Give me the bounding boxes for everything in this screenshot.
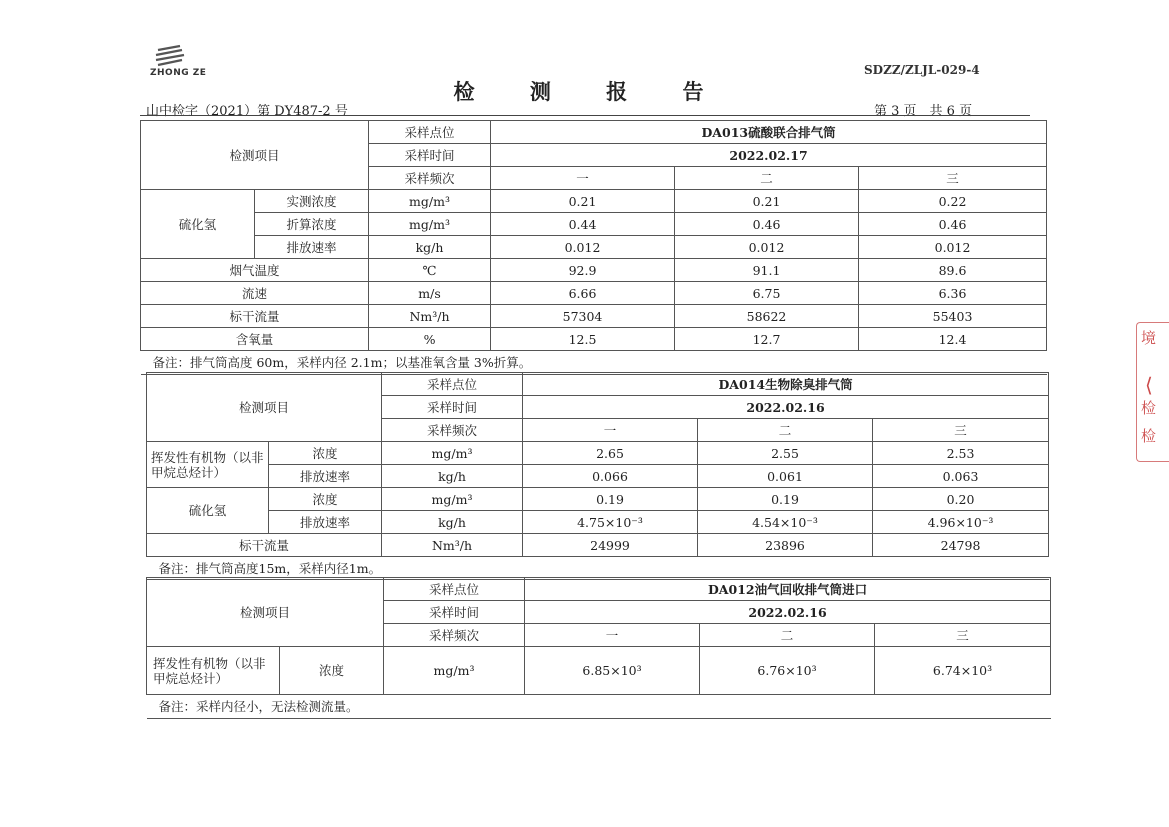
table-row — [147, 488, 1049, 511]
item-label: 检测项目 — [141, 121, 369, 190]
item-label: 检测项目 — [147, 373, 382, 442]
table-row — [141, 236, 1047, 259]
table-row — [141, 190, 1047, 213]
table-da014 — [146, 372, 1049, 580]
table-row — [147, 534, 1049, 557]
unit-cell: mg/m³ — [382, 442, 523, 465]
item-label: 检测项目 — [147, 578, 384, 647]
table-row — [141, 305, 1047, 328]
frequency-2: 二 — [675, 167, 859, 190]
row-label: 标干流量 — [147, 534, 382, 557]
table-row — [141, 328, 1047, 351]
value-cell: 4.54×10⁻³ — [698, 511, 873, 534]
value-cell: 6.74×10³ — [875, 647, 1051, 695]
stamp-char: 境 — [1141, 329, 1157, 347]
location-label: 采样点位 — [382, 373, 523, 396]
voc-label: 挥发性有机物（以非甲烷总烃计） — [147, 647, 280, 695]
value-cell: 55403 — [859, 305, 1047, 328]
value-cell: 12.7 — [675, 328, 859, 351]
row-label: 烟气温度 — [141, 259, 369, 282]
location-label: 采样点位 — [369, 121, 491, 144]
frequency-3: 三 — [873, 419, 1049, 442]
unit-cell: mg/m³ — [369, 190, 491, 213]
unit-cell: m/s — [369, 282, 491, 305]
frequency-3: 三 — [875, 624, 1051, 647]
h2s-label: 硫化氢 — [147, 488, 269, 534]
table-row — [141, 213, 1047, 236]
value-cell: 24999 — [523, 534, 698, 557]
value-cell: 6.66 — [491, 282, 675, 305]
row-label: 含氧量 — [141, 328, 369, 351]
value-cell: 91.1 — [675, 259, 859, 282]
row-label: 浓度 — [269, 442, 382, 465]
stamp-mark-icon: ⟨ — [1145, 373, 1153, 397]
frequency-2: 二 — [700, 624, 875, 647]
table-note: 备注：排气筒高度 60m，采样内径 2.1m；以基准氧含量 3%折算。 — [141, 351, 1047, 375]
row-label: 浓度 — [269, 488, 382, 511]
logo-lines-icon — [148, 44, 208, 70]
value-cell: 12.4 — [859, 328, 1047, 351]
form-code: SDZZ/ZLJL-029-4 — [864, 63, 980, 77]
table-note: 备注：排气筒高度15m，采样内径1m。 — [147, 557, 1049, 580]
value-cell: 2.65 — [523, 442, 698, 465]
location-value: DA012油气回收排气筒进口 — [525, 578, 1051, 601]
frequency-2: 二 — [698, 419, 873, 442]
table-row — [147, 511, 1049, 534]
value-cell: 24798 — [873, 534, 1049, 557]
unit-cell: Nm³/h — [382, 534, 523, 557]
table-da012 — [146, 577, 1051, 719]
frequency-1: 一 — [525, 624, 700, 647]
unit-cell: ℃ — [369, 259, 491, 282]
row-label: 折算浓度 — [255, 213, 369, 236]
value-cell: 0.063 — [873, 465, 1049, 488]
value-cell: 0.21 — [675, 190, 859, 213]
frequency-label: 采样频次 — [382, 419, 523, 442]
h2s-label: 硫化氢 — [141, 190, 255, 259]
unit-cell: kg/h — [382, 511, 523, 534]
unit-cell: kg/h — [382, 465, 523, 488]
unit-cell: Nm³/h — [369, 305, 491, 328]
value-cell: 58622 — [675, 305, 859, 328]
seal-stamp — [1136, 322, 1169, 462]
time-value: 2022.02.16 — [525, 601, 1051, 624]
value-cell: 2.55 — [698, 442, 873, 465]
frequency-label: 采样频次 — [384, 624, 525, 647]
unit-cell: mg/m³ — [369, 213, 491, 236]
unit-cell: % — [369, 328, 491, 351]
table-note: 备注：采样内径小，无法检测流量。 — [147, 695, 1051, 719]
value-cell: 6.85×10³ — [525, 647, 700, 695]
row-label: 实测浓度 — [255, 190, 369, 213]
value-cell: 2.53 — [873, 442, 1049, 465]
table-row — [141, 282, 1047, 305]
value-cell: 4.96×10⁻³ — [873, 511, 1049, 534]
time-value: 2022.02.16 — [523, 396, 1049, 419]
value-cell: 12.5 — [491, 328, 675, 351]
voc-label: 挥发性有机物（以非甲烷总烃计） — [147, 442, 269, 488]
time-label: 采样时间 — [369, 144, 491, 167]
value-cell: 0.19 — [698, 488, 873, 511]
row-label: 浓度 — [280, 647, 384, 695]
value-cell: 0.21 — [491, 190, 675, 213]
value-cell: 0.44 — [491, 213, 675, 236]
location-value: DA013硫酸联合排气筒 — [491, 121, 1047, 144]
value-cell: 23896 — [698, 534, 873, 557]
row-label: 标干流量 — [141, 305, 369, 328]
value-cell: 92.9 — [491, 259, 675, 282]
value-cell: 6.75 — [675, 282, 859, 305]
header-divider — [140, 115, 1030, 116]
value-cell: 0.012 — [491, 236, 675, 259]
frequency-label: 采样频次 — [369, 167, 491, 190]
table-da013 — [140, 120, 1047, 375]
time-label: 采样时间 — [382, 396, 523, 419]
location-label: 采样点位 — [384, 578, 525, 601]
value-cell: 4.75×10⁻³ — [523, 511, 698, 534]
table-row — [147, 465, 1049, 488]
value-cell: 0.012 — [859, 236, 1047, 259]
frequency-1: 一 — [523, 419, 698, 442]
report-title: 检 测 报 告 — [453, 79, 728, 104]
value-cell: 0.20 — [873, 488, 1049, 511]
page-info: 第 3 页 共 6 页 — [874, 104, 973, 119]
value-cell: 57304 — [491, 305, 675, 328]
time-label: 采样时间 — [384, 601, 525, 624]
value-cell: 6.76×10³ — [700, 647, 875, 695]
unit-cell: mg/m³ — [382, 488, 523, 511]
stamp-char: 检 — [1141, 399, 1157, 417]
location-value: DA014生物除臭排气筒 — [523, 373, 1049, 396]
value-cell: 0.46 — [859, 213, 1047, 236]
value-cell: 6.36 — [859, 282, 1047, 305]
row-label: 排放速率 — [269, 511, 382, 534]
time-value: 2022.02.17 — [491, 144, 1047, 167]
table-row — [147, 442, 1049, 465]
value-cell: 0.066 — [523, 465, 698, 488]
row-label: 排放速率 — [255, 236, 369, 259]
table-row — [147, 647, 1051, 695]
value-cell: 0.46 — [675, 213, 859, 236]
row-label: 流速 — [141, 282, 369, 305]
document-number: 山中检字（2021）第 DY487-2 号 — [146, 104, 348, 119]
unit-cell: mg/m³ — [384, 647, 525, 695]
value-cell: 0.012 — [675, 236, 859, 259]
row-label: 排放速率 — [269, 465, 382, 488]
value-cell: 0.22 — [859, 190, 1047, 213]
value-cell: 89.6 — [859, 259, 1047, 282]
table-row — [141, 259, 1047, 282]
value-cell: 0.061 — [698, 465, 873, 488]
value-cell: 0.19 — [523, 488, 698, 511]
frequency-1: 一 — [491, 167, 675, 190]
unit-cell: kg/h — [369, 236, 491, 259]
stamp-char: 检 — [1141, 427, 1157, 445]
frequency-3: 三 — [859, 167, 1047, 190]
logo-text: ZHONG ZE — [150, 68, 207, 78]
